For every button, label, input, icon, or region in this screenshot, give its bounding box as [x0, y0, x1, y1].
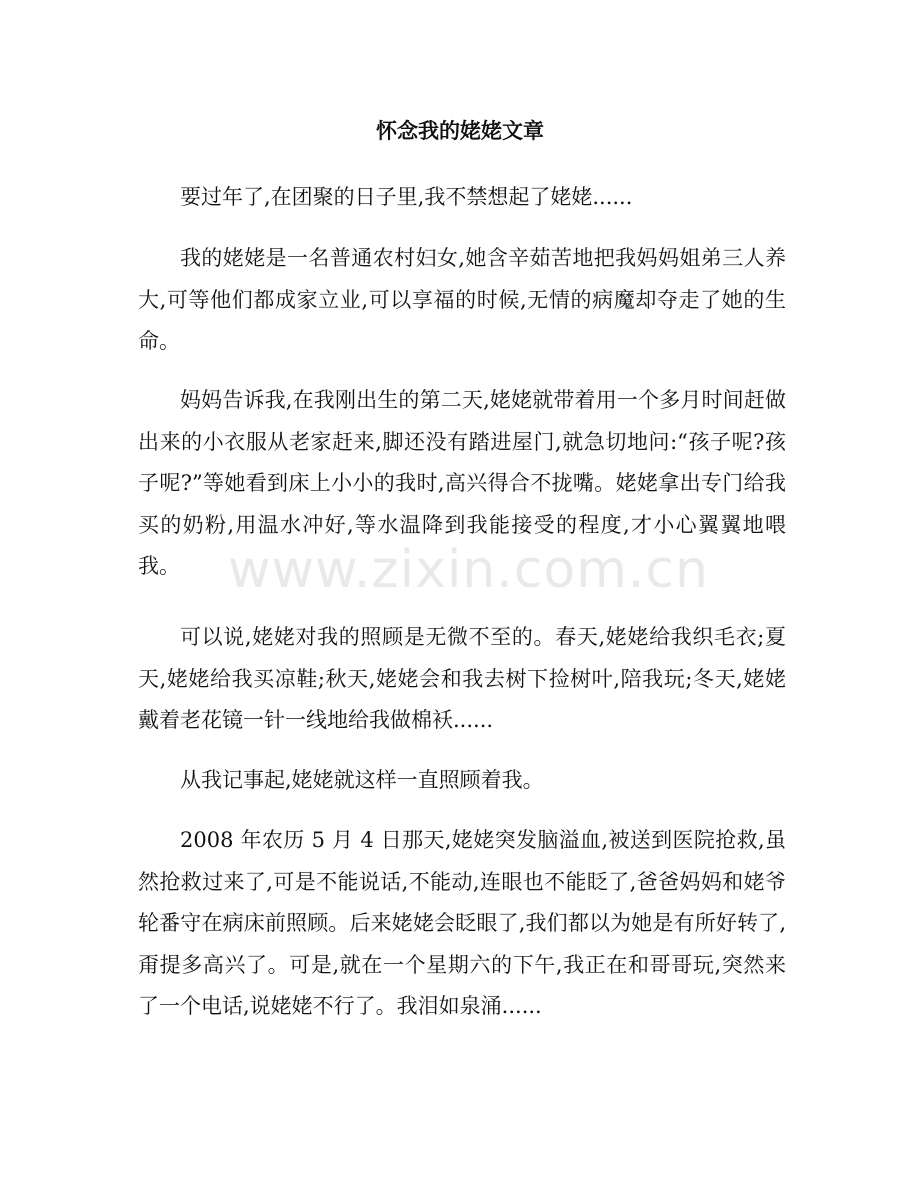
document-title: 怀念我的姥姥文章: [376, 119, 544, 143]
paragraph-4: 可以说,姥姥对我的照顾是无微不至的。春天,姥姥给我织毛衣;夏天,姥姥给我买凉鞋;秋天,姥姥会和我去树下捡树叶,陪我玩;冬天,姥姥戴着老花镜一针一线地给我做棉袄......: [138, 625, 786, 732]
paragraph-1: 要过年了,在团聚的日子里,我不禁想起了姥姥......: [180, 185, 633, 209]
paragraph-6: 2008 年农历 5 月 4 日那天,姥姥突发脑溢血,被送到医院抢救,虽然抢救过来了,可是不能说话,不能动,连眼也不能眨了,爸爸妈妈和姥爷轮番守在病床前照顾。后来姥姥会眨眼了,我们都以为她是有所好转了,甭提多高兴了。可是,就在一个星期六的下午,我正在和哥哥玩,突然来了一个电话,说姥姥不行了。我泪如泉涌......: [138, 828, 786, 1018]
paragraph-3: 妈妈告诉我,在我刚出生的第二天,姥姥就带着用一个多月时间赶做出来的小衣服从老家赶来,脚还没有踏进屋门,就急切地问:“孩子呢?孩子呢?”等她看到床上小小的我时,高兴得合不拢嘴。姥姥拿出专门给我买的奶粉,用温水冲好,等水温降到我能接受的程度,才小心翼翼地喂我。: [138, 388, 786, 578]
paragraph-5: 从我记事起,姥姥就这样一直照顾着我。: [180, 768, 544, 792]
paragraph-2: 我的姥姥是一名普通农村妇女,她含辛茹苦地把我妈妈姐弟三人养大,可等他们都成家立业,可以享福的时候,无情的病魔却夺走了她的生命。: [138, 246, 786, 353]
watermark: www.zixin.com.cn: [228, 540, 709, 600]
